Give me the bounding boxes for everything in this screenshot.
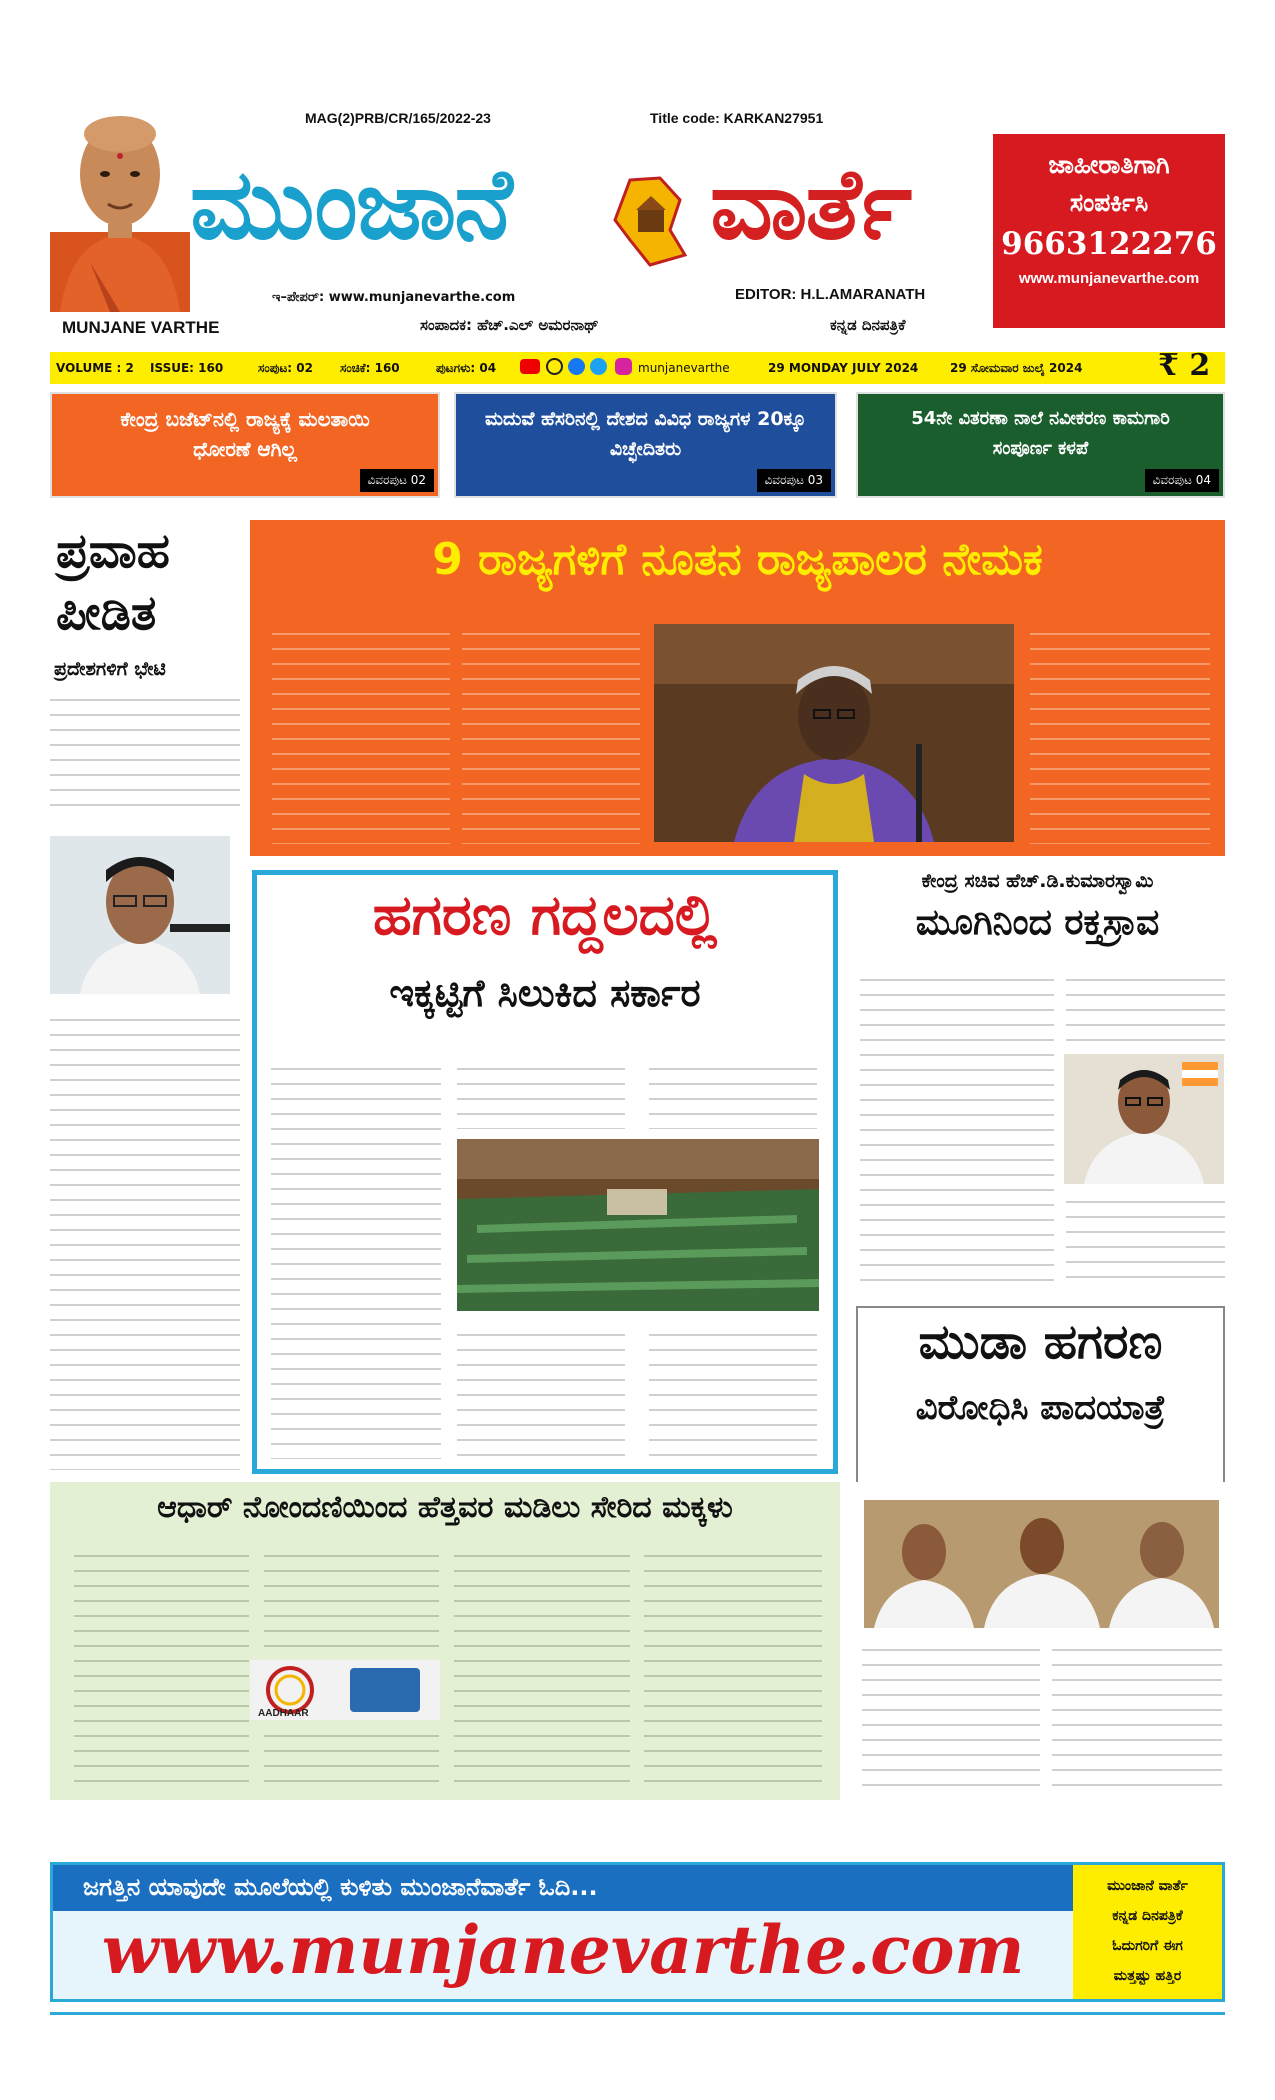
date-english: 29 MONDAY JULY 2024 (768, 361, 919, 375)
ad-url[interactable]: www.munjanevarthe.com (1018, 270, 1200, 287)
karnataka-map-icon (600, 170, 700, 274)
hagarana-body-4 (457, 1325, 625, 1459)
muda-headline-1: ಮುಡಾ ಹಗರಣ (918, 1314, 1163, 1370)
ad-title: ಜಾಹೀರಾತಿಗಾಗಿ (1048, 150, 1170, 179)
footer-ad-tagline: ಜಗತ್ತಿನ ಯಾವುದೇ ಮೂಲೆಯಲ್ಲಿ ಕುಳಿತು ಮುಂಜಾನೆವಾರ್ತೆ ಓದಿ... (83, 1873, 598, 1901)
aadhaar-body-5 (644, 1546, 822, 1786)
date-kannada: 29 ಸೋಮವಾರ ಜುಲೈ 2024 (950, 361, 1083, 375)
editor-kannada: ಸಂಪಾದಕ: ಹೆಚ್.ಎಲ್ ಅಮರನಾಥ್ (420, 316, 599, 334)
aadhaar-body-1 (74, 1546, 249, 1786)
dk-shivakumar-photo (50, 836, 230, 994)
aadhaar-body-4 (454, 1546, 630, 1786)
youtube-icon[interactable] (520, 359, 540, 374)
president-photo (654, 624, 1014, 842)
samputa: ಸಂಪುಟ: 02 (258, 361, 313, 375)
footer-ad-banner (53, 1865, 1073, 1999)
governors-body-3 (1030, 624, 1210, 844)
teaser-3[interactable] (856, 392, 1225, 498)
muda-headline-2: ವಿರೋಧಿಸಿ ಪಾದಯಾತ್ರೆ (915, 1388, 1166, 1428)
masthead (50, 108, 1225, 340)
aadhaar-story (50, 1482, 840, 1800)
title-part-varthe: ವಾರ್ತೆ (710, 148, 911, 262)
footer-ad-side-line3: ಓದುಗರಿಗೆ ಈಗ (1112, 1938, 1183, 1954)
governors-story (250, 520, 1225, 856)
muda-body-2 (1052, 1640, 1222, 1790)
issue: ISSUE: 160 (150, 361, 224, 375)
aadhaar-body-3 (264, 1726, 439, 1786)
twitter-icon[interactable] (590, 358, 607, 375)
aadhaar-photo (250, 1660, 440, 1720)
social-handle[interactable]: munjanevarthe (638, 361, 730, 375)
kumaraswamy-body-1 (860, 970, 1054, 1288)
teaser-1-ref[interactable]: ವಿವರಪುಟ 02 (360, 469, 434, 492)
governors-body-1 (272, 624, 450, 844)
teaser-1-text: ಕೇಂದ್ರ ಬಜೆಟ್‌ನಲ್ಲಿ ರಾಜ್ಯಕ್ಕೆ ಮಲತಾಯಿ ಧೋರಣೆ ಆಗಿಲ್ಲ (120, 407, 370, 461)
aadhaar-headline: ಆಧಾರ್ ನೋಂದಣಿಯಿಂದ ಹೆತ್ತವರ ಮಡಿಲು ಸೇರಿದ ಮಕ್ಕಳು (157, 1490, 733, 1525)
footer-rule (50, 2012, 1225, 2015)
muda-story (856, 1306, 1225, 1482)
governors-body-2 (462, 624, 640, 844)
footer-ad-side-line2: ಕನ್ನಡ ದಿನಪತ್ರಿಕೆ (1112, 1908, 1183, 1924)
sanchike: ಸಂಚಿಕೆ: 160 (340, 361, 400, 375)
hagarana-body-2 (457, 1059, 625, 1129)
pravaha-story (50, 520, 240, 1480)
hagarana-body-3 (649, 1059, 817, 1129)
kumaraswamy-body-2 (1066, 970, 1225, 1050)
hagarana-body-5 (649, 1325, 817, 1459)
newspaper-title (190, 130, 1020, 290)
hagarana-headline-1: ಹಗರಣ ಗದ್ದಲದಲ್ಲಿ (372, 883, 718, 948)
epaper-url[interactable]: ಇ–ಪೇಪರ್: www.munjanevarthe.com (272, 290, 516, 305)
globe-icon[interactable] (546, 358, 563, 375)
hagarana-headline-2: ಇಕ್ಕಟ್ಟಿಗೆ ಸಿಲುಕಿದ ಸರ್ಕಾರ (389, 971, 701, 1015)
title-part-munjane: ಮುಂಜಾನೆ (190, 148, 511, 262)
aadhaar-body-2 (264, 1546, 439, 1656)
ad-contact-box[interactable] (993, 134, 1225, 328)
registration-number: MAG(2)PRB/CR/165/2022-23 (305, 110, 491, 126)
footer-ad-side-line1: ಮುಂಜಾನೆ ವಾರ್ತೆ (1107, 1878, 1188, 1894)
pravaha-body-bottom (50, 1010, 240, 1470)
muda-leaders-photo (864, 1500, 1219, 1628)
assembly-photo (457, 1139, 819, 1311)
instagram-icon[interactable] (615, 358, 632, 375)
teaser-2-text: ಮದುವೆ ಹೆಸರಿನಲ್ಲಿ ದೇಶದ ವಿವಿಧ ರಾಜ್ಯಗಳ 20ಕ್ಕೂ ವಿಚ್ಛೇದಿತರು (484, 408, 807, 460)
footer-ad-side (1073, 1865, 1222, 1999)
footer-ad-side-line4: ಮತ್ತಷ್ಟು ಹತ್ತಿರ (1113, 1968, 1182, 1984)
kumaraswamy-photo (1064, 1054, 1224, 1184)
aadhaar-photo-label: AADHAAR (258, 1708, 309, 1719)
info-bar (50, 348, 1225, 384)
kumaraswamy-story (850, 870, 1225, 1300)
footer-ad[interactable] (50, 1862, 1225, 2002)
founder-portrait (50, 112, 190, 312)
ad-phone[interactable]: 9663122276 (1001, 226, 1217, 262)
footer-ad-url[interactable]: www.munjanevarthe.com (101, 1911, 1025, 1989)
pravaha-body-top (50, 690, 240, 814)
teaser-1[interactable] (50, 392, 440, 498)
kumaraswamy-headline: ಮೂಗಿನಿಂದ ರಕ್ತಸ್ರಾವ (915, 902, 1160, 943)
muda-body-1 (862, 1640, 1040, 1790)
price: ₹ 2 (1158, 348, 1211, 383)
governors-headline: 9 ರಾಜ್ಯಗಳಿಗೆ ನೂತನ ರಾಜ್ಯಪಾಲರ ನೇಮಕ (432, 534, 1043, 585)
teaser-3-ref[interactable]: ವಿವರಪುಟ 04 (1145, 469, 1219, 492)
teaser-2[interactable] (454, 392, 837, 498)
kumaraswamy-body-3 (1066, 1192, 1225, 1288)
facebook-icon[interactable] (568, 358, 585, 375)
hagarana-story (252, 870, 838, 1474)
volume: VOLUME : 2 (56, 361, 134, 375)
daily-label: ಕನ್ನಡ ದಿನಪತ್ರಿಕೆ (830, 316, 906, 334)
pravaha-headline-2: ಪೀಡಿತ (56, 585, 157, 641)
pravaha-subhead: ಪ್ರದೇಶಗಳಿಗೆ ಭೇಟಿ (54, 658, 166, 680)
editor-english: EDITOR: H.L.AMARANATH (735, 286, 926, 303)
kumaraswamy-kicker: ಕೇಂದ್ರ ಸಚಿವ ಹೆಚ್.ಡಿ.ಕುಮಾರಸ್ವಾಮಿ (921, 870, 1154, 892)
teaser-3-text: 54ನೇ ವಿತರಣಾ ನಾಲೆ ನವೀಕರಣ ಕಾಮಗಾರಿ ಸಂಪೂರ್ಣ ಕಳಪೆ (911, 408, 1170, 459)
pages: ಪುಟಗಳು: 04 (436, 361, 497, 375)
pravaha-headline-1: ಪ್ರವಾಹ (56, 523, 170, 579)
title-code: Title code: KARKAN27951 (650, 110, 824, 126)
teaser-2-ref[interactable]: ವಿವರಪುಟ 03 (757, 469, 831, 492)
hagarana-body-1 (271, 1059, 441, 1459)
ad-contact-label: ಸಂಪರ್ಕಿಸಿ (1069, 188, 1149, 217)
brand-label: MUNJANE VARTHE (62, 318, 220, 337)
